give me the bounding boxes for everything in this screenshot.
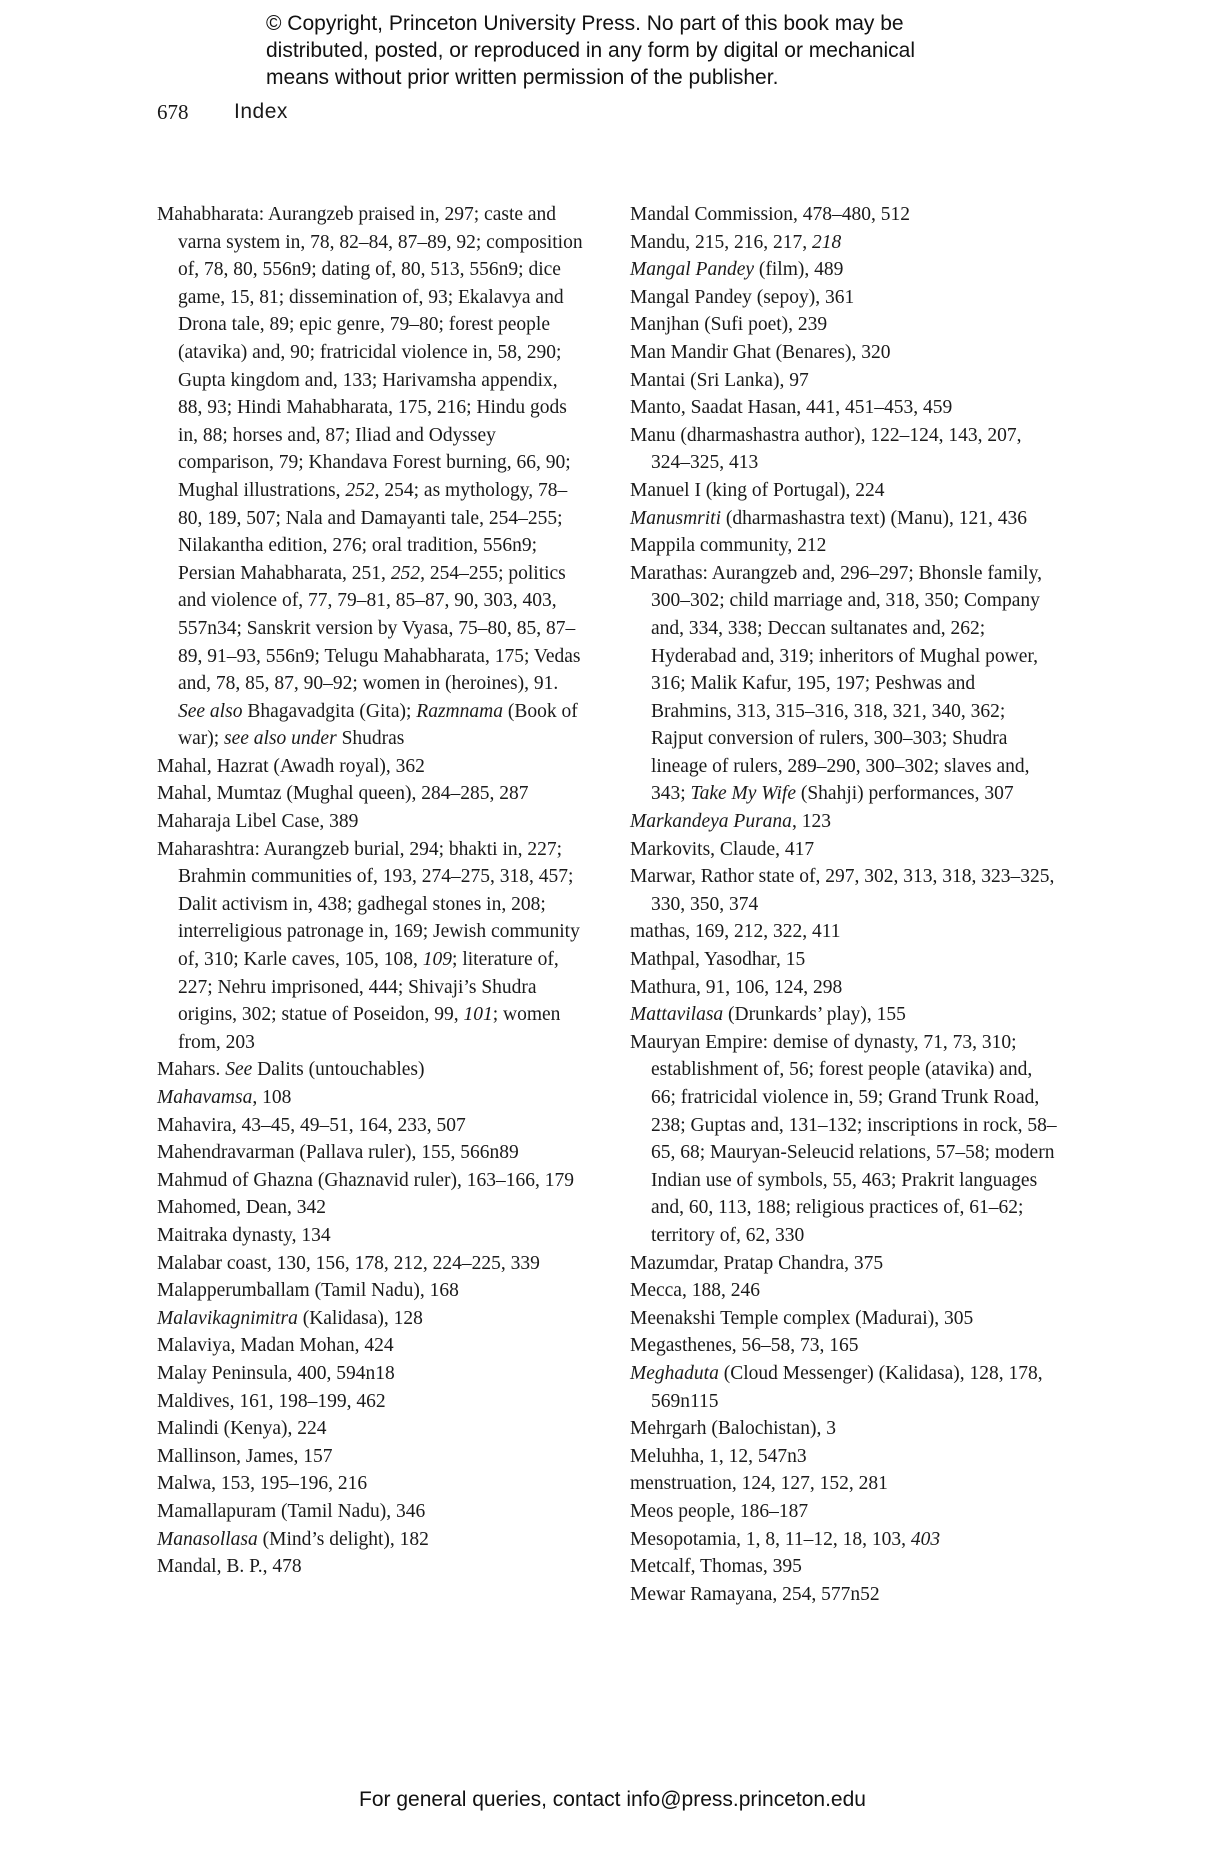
index-entry-text: Meluhha, 1, 12, 547n3 (630, 1445, 807, 1467)
copyright-notice (266, 10, 1006, 91)
index-entry-text: Mecca, 188, 246 (630, 1280, 760, 1302)
index-entry (630, 863, 1060, 918)
index-entry (630, 477, 1060, 505)
index-entry-italic-text: see also under (224, 728, 337, 750)
index-entry (630, 1029, 1060, 1250)
index-entry (630, 974, 1060, 1002)
index-entry-italic-text: Mahavamsa (157, 1087, 253, 1108)
index-entry-text: Malindi (Kenya), 224 (157, 1418, 327, 1440)
index-entry (630, 1470, 1060, 1498)
index-entry-text: Maitraka dynasty, 134 (157, 1224, 331, 1246)
index-entry (630, 394, 1060, 422)
index-entry (157, 1498, 585, 1526)
index-entry-italic-text: Manasollasa (157, 1528, 258, 1550)
index-entry-italic-text: Markandeya Purana (630, 811, 792, 833)
index-entry (630, 532, 1060, 560)
index-entry-text: Mahavira, 43–45, 49–51, 164, 233, 507 (157, 1114, 466, 1136)
copyright-line: distributed, posted, or reproduced in any form by digital or mechanical (266, 39, 916, 62)
index-entry (157, 1388, 585, 1416)
index-entry-text: Mallinson, James, 157 (157, 1445, 333, 1467)
index-entry-italic-text: Take My Wife (690, 783, 796, 805)
index-entry-text: Marathas: Aurangzeb and, 296–297; Bhonsle family, 300–302; child marriage and, 318, 350; Company and, 334, 338; Deccan sultanates and, 262; Hyderabad and, 319; inheritors of Mughal power, 316; Malik Kafur, 195, 197; Peshwas and Brahmins, 313, 315–316, 318, 321, 340, 362; Rajput conversion of rulers, 300–303; Shudra lineage of rulers, 289–290, 300–302; slaves and, 343; (630, 562, 1042, 805)
index-entry-text: Malaviya, Madan Mohan, 424 (157, 1335, 394, 1357)
index-entry-text: Malay Peninsula, 400, 594n18 (157, 1362, 395, 1384)
index-entry (630, 201, 1060, 229)
index-entry-text: Mahars. (157, 1059, 226, 1081)
index-entry-text: Man Mandir Ghat (Benares), 320 (630, 341, 891, 363)
index-entry (157, 1112, 585, 1140)
index-entry-text: Mathura, 91, 106, 124, 298 (630, 976, 843, 998)
index-entry-text: Manto, Saadat Hasan, 441, 451–453, 459 (630, 397, 953, 419)
index-entry (630, 560, 1060, 808)
index-entry-text: Manu (dharmashastra author), 122–124, 143, 207, 324–325, 413 (630, 424, 1022, 474)
index-entry (157, 1360, 585, 1388)
index-entry (157, 1305, 585, 1333)
index-entry (157, 1553, 585, 1581)
index-entry-text: Mappila community, 212 (630, 535, 827, 557)
index-entry (157, 1415, 585, 1443)
index-entry-italic-text: 101 (463, 1004, 493, 1026)
index-entry (157, 753, 585, 781)
index-entry-text: Mandal Commission, 478–480, 512 (630, 204, 911, 225)
index-entry (157, 1084, 585, 1112)
index-entry-text: Mamallapuram (Tamil Nadu), 346 (157, 1500, 426, 1522)
index-entry-italic-text: Meghaduta (630, 1362, 719, 1384)
index-entry-text: (Shahji) performances, 307 (795, 783, 1014, 805)
index-entry (630, 836, 1060, 864)
index-entry-text: Mahomed, Dean, 342 (157, 1197, 326, 1219)
index-entry (157, 808, 585, 836)
index-entry-text: Mewar Ramayana, 254, 577n52 (630, 1583, 880, 1605)
index-entry-text: , 254–255; politics and violence of, 77, 79–81, 85–87, 90, 303, 403, 557n34; Sanskrit version by Vyasa, 75–80, 85, 87–89, 91–93, 556n9; Telugu Mahabharata, 175; Vedas and, 78, 85, 87, 90–92; women in (heroines), 91. (178, 562, 581, 695)
index-entry (630, 1305, 1060, 1333)
index-entry (630, 505, 1060, 533)
index-entry (630, 1526, 1060, 1554)
index-entry-italic-text: 252 (345, 479, 375, 501)
index-entry (630, 311, 1060, 339)
index-entry (630, 1277, 1060, 1305)
index-entry-text: Mandal, B. P., 478 (157, 1556, 302, 1578)
index-entry-italic-text: 218 (812, 231, 842, 253)
index-entry-text: (Cloud Messenger) (Kalidasa), 128, 178, 569n115 (651, 1362, 1043, 1412)
index-entry-text: , 254; as mythology, 78–80, 189, 507; Nala and Damayanti tale, 254–255; Nilakantha edition, 276; oral tradition, 556n9; Persian Mahabharata, 251, (178, 479, 568, 584)
copyright-line: means without prior written permission of the publisher. (266, 66, 779, 89)
index-entry (630, 1498, 1060, 1526)
index-entry-text: Malapperumballam (Tamil Nadu), 168 (157, 1280, 459, 1302)
index-entry-text: (dharmashastra text) (Manu), 121, 436 (721, 507, 1027, 529)
index-entry (630, 1581, 1060, 1609)
index-entry (630, 367, 1060, 395)
index-entry (630, 1553, 1060, 1581)
index-entry (157, 1194, 585, 1222)
index-entry (157, 780, 585, 808)
index-entry (630, 284, 1060, 312)
index-entry (157, 1470, 585, 1498)
index-entry-text: Meenakshi Temple complex (Madurai), 305 (630, 1307, 974, 1329)
index-entry (157, 1443, 585, 1471)
index-entry (630, 1415, 1060, 1443)
page-number: 678 (157, 100, 189, 124)
index-entry-text: , 108 (252, 1087, 292, 1108)
index-entry-italic-text: Malavikagnimitra (157, 1307, 298, 1329)
index-entry-text: (Kalidasa), 128 (297, 1307, 423, 1329)
index-entry-text: mathas, 169, 212, 322, 411 (630, 921, 841, 943)
index-entry-text: Mandu, 215, 216, 217, (630, 231, 812, 253)
index-column-left (157, 201, 585, 1581)
index-entry (630, 918, 1060, 946)
index-entry-text: Mahmud of Ghazna (Ghaznavid ruler), 163–166, 179 (157, 1169, 574, 1191)
index-entry-text: Shudras (336, 728, 405, 750)
index-entry-text: Mathpal, Yasodhar, 15 (630, 949, 806, 971)
index-entry-text: Megasthenes, 56–58, 73, 165 (630, 1335, 859, 1357)
index-entry-text: Markovits, Claude, 417 (630, 838, 815, 860)
index-entry (630, 1250, 1060, 1278)
index-entry-text: Maharashtra: Aurangzeb burial, 294; bhakti in, 227; Brahmin communities of, 193, 274–275, 318, 457; Dalit activism in, 438; gadhegal stones in, 208; interreligious patronage in, 169; Jewish community of, 310; Karle caves, 105, 108, (157, 838, 580, 971)
index-entry (157, 836, 585, 1057)
index-entry (630, 1443, 1060, 1471)
index-entry-italic-text: Manusmriti (630, 507, 722, 529)
index-entry-text: Mahal, Mumtaz (Mughal queen), 284–285, 287 (157, 783, 529, 805)
index-entry (157, 1222, 585, 1250)
index-entry-text: Mahendravarman (Pallava ruler), 155, 566n89 (157, 1142, 519, 1164)
index-entry (157, 1056, 585, 1084)
index-entry-text: Maldives, 161, 198–199, 462 (157, 1390, 386, 1412)
index-entry-italic-text: 109 (422, 949, 453, 971)
index-entry (157, 1526, 585, 1554)
index-entry (630, 1360, 1060, 1415)
index-entry-text: Marwar, Rathor state of, 297, 302, 313, 318, 323–325, 330, 350, 374 (630, 866, 1055, 915)
index-entry-text: (Drunkards’ play), 155 (723, 1004, 906, 1026)
index-entry (157, 1250, 585, 1278)
index-entry (630, 946, 1060, 974)
index-entry-italic-text: Razmnama (416, 700, 503, 722)
index-entry-text: menstruation, 124, 127, 152, 281 (630, 1473, 888, 1495)
index-entry-text: Mahabharata: Aurangzeb praised in, 297; caste and varna system in, 78, 82–84, 87–89, 92; composition of, 78, 80, 556n9; dating of, 80, 513, 556n9; dice game, 15, 81; dissemination of, 93; Ekalavya and Drona tale, 89; epic genre, 79–80; forest people (atavika) and, 90; fratricidal violence in, 58, 290; Gupta kingdom and, 133; Harivamsha appendix, 88, 93; Hindi Mahabharata, 175, 216; Hindu gods in, 88; horses and, 87; Iliad and Odyssey comparison, 79; Khandava Forest burning, 66, 90; Mughal illustrations, (157, 204, 583, 501)
index-entry (630, 808, 1060, 836)
index-entry (630, 229, 1060, 257)
index-entry-italic-text: 403 (910, 1528, 941, 1550)
index-entry-text: ; women from, 203 (178, 1004, 561, 1053)
footer-contact: For general queries, contact info@press.princeton.edu (359, 1788, 866, 1811)
index-entry-text: Mahal, Hazrat (Awadh royal), 362 (157, 755, 425, 777)
index-entry-text: (Mind’s delight), 182 (257, 1528, 429, 1550)
index-entry-text: Mauryan Empire: demise of dynasty, 71, 73, 310; establishment of, 56; forest people (atavika) and, 66; fratricidal violence in, 59; Grand Trunk Road, 238; Guptas and, 131–132; inscriptions in rock, 58–65, 68; Mauryan-Seleucid relations, 57–58; modern Indian use of symbols, 55, 463; Prakrit languages and, 60, 113, 188; religious practices of, 61–62; territory of, 62, 330 (630, 1031, 1057, 1246)
index-entry-italic-text: Mattavilasa (630, 1004, 724, 1026)
index-entry (157, 1167, 585, 1195)
index-entry (157, 201, 585, 753)
index-entry-text: Maharaja Libel Case, 389 (157, 811, 359, 833)
index-entry (630, 256, 1060, 284)
index-entry (157, 1277, 585, 1305)
index-entry-text: Mantai (Sri Lanka), 97 (630, 369, 809, 391)
index-entry-text: (film), 489 (754, 259, 844, 281)
index-entry (630, 339, 1060, 367)
index-entry-text: Mangal Pandey (sepoy), 361 (630, 286, 855, 308)
index-entry-text: Metcalf, Thomas, 395 (630, 1556, 802, 1578)
index-entry-text: Mazumdar, Pratap Chandra, 375 (630, 1252, 884, 1274)
index-entry-text: Manuel I (king of Portugal), 224 (630, 479, 885, 501)
index-column-right (630, 201, 1060, 1608)
index-entry-text: Manjhan (Sufi poet), 239 (630, 314, 828, 336)
index-entry (157, 1139, 585, 1167)
index-entry-italic-text: See also (178, 700, 243, 722)
index-entry-text: ; literature of, 227; Nehru imprisoned, 444; Shivaji’s Shudra origins, 302; statue of Poseidon, 99, (178, 949, 559, 1026)
index-entry-text: Meos people, 186–187 (630, 1500, 809, 1522)
index-entry-italic-text: See (225, 1059, 253, 1081)
index-entry-text: Dalits (untouchables) (252, 1059, 425, 1081)
index-entry-italic-text: Mangal Pandey (630, 259, 755, 281)
index-entry-text: Mesopotamia, 1, 8, 11–12, 18, 103, (630, 1528, 911, 1550)
index-entry (630, 422, 1060, 477)
copyright-line: © Copyright, Princeton University Press. No part of this book may be (266, 12, 904, 35)
index-entry-text: Mehrgarh (Balochistan), 3 (630, 1418, 836, 1440)
index-entry-text: Malabar coast, 130, 156, 178, 212, 224–225, 339 (157, 1252, 540, 1274)
index-entry-text: , 123 (791, 811, 831, 833)
running-title: Index (234, 100, 288, 123)
index-entry (630, 1332, 1060, 1360)
index-entry-text: (Book of war); (178, 700, 578, 750)
index-entry-text: Malwa, 153, 195–196, 216 (157, 1473, 368, 1495)
index-entry (630, 1001, 1060, 1029)
index-entry-text: Bhagavadgita (Gita); (242, 700, 417, 722)
index-entry-italic-text: 252 (390, 562, 421, 584)
index-entry (157, 1332, 585, 1360)
